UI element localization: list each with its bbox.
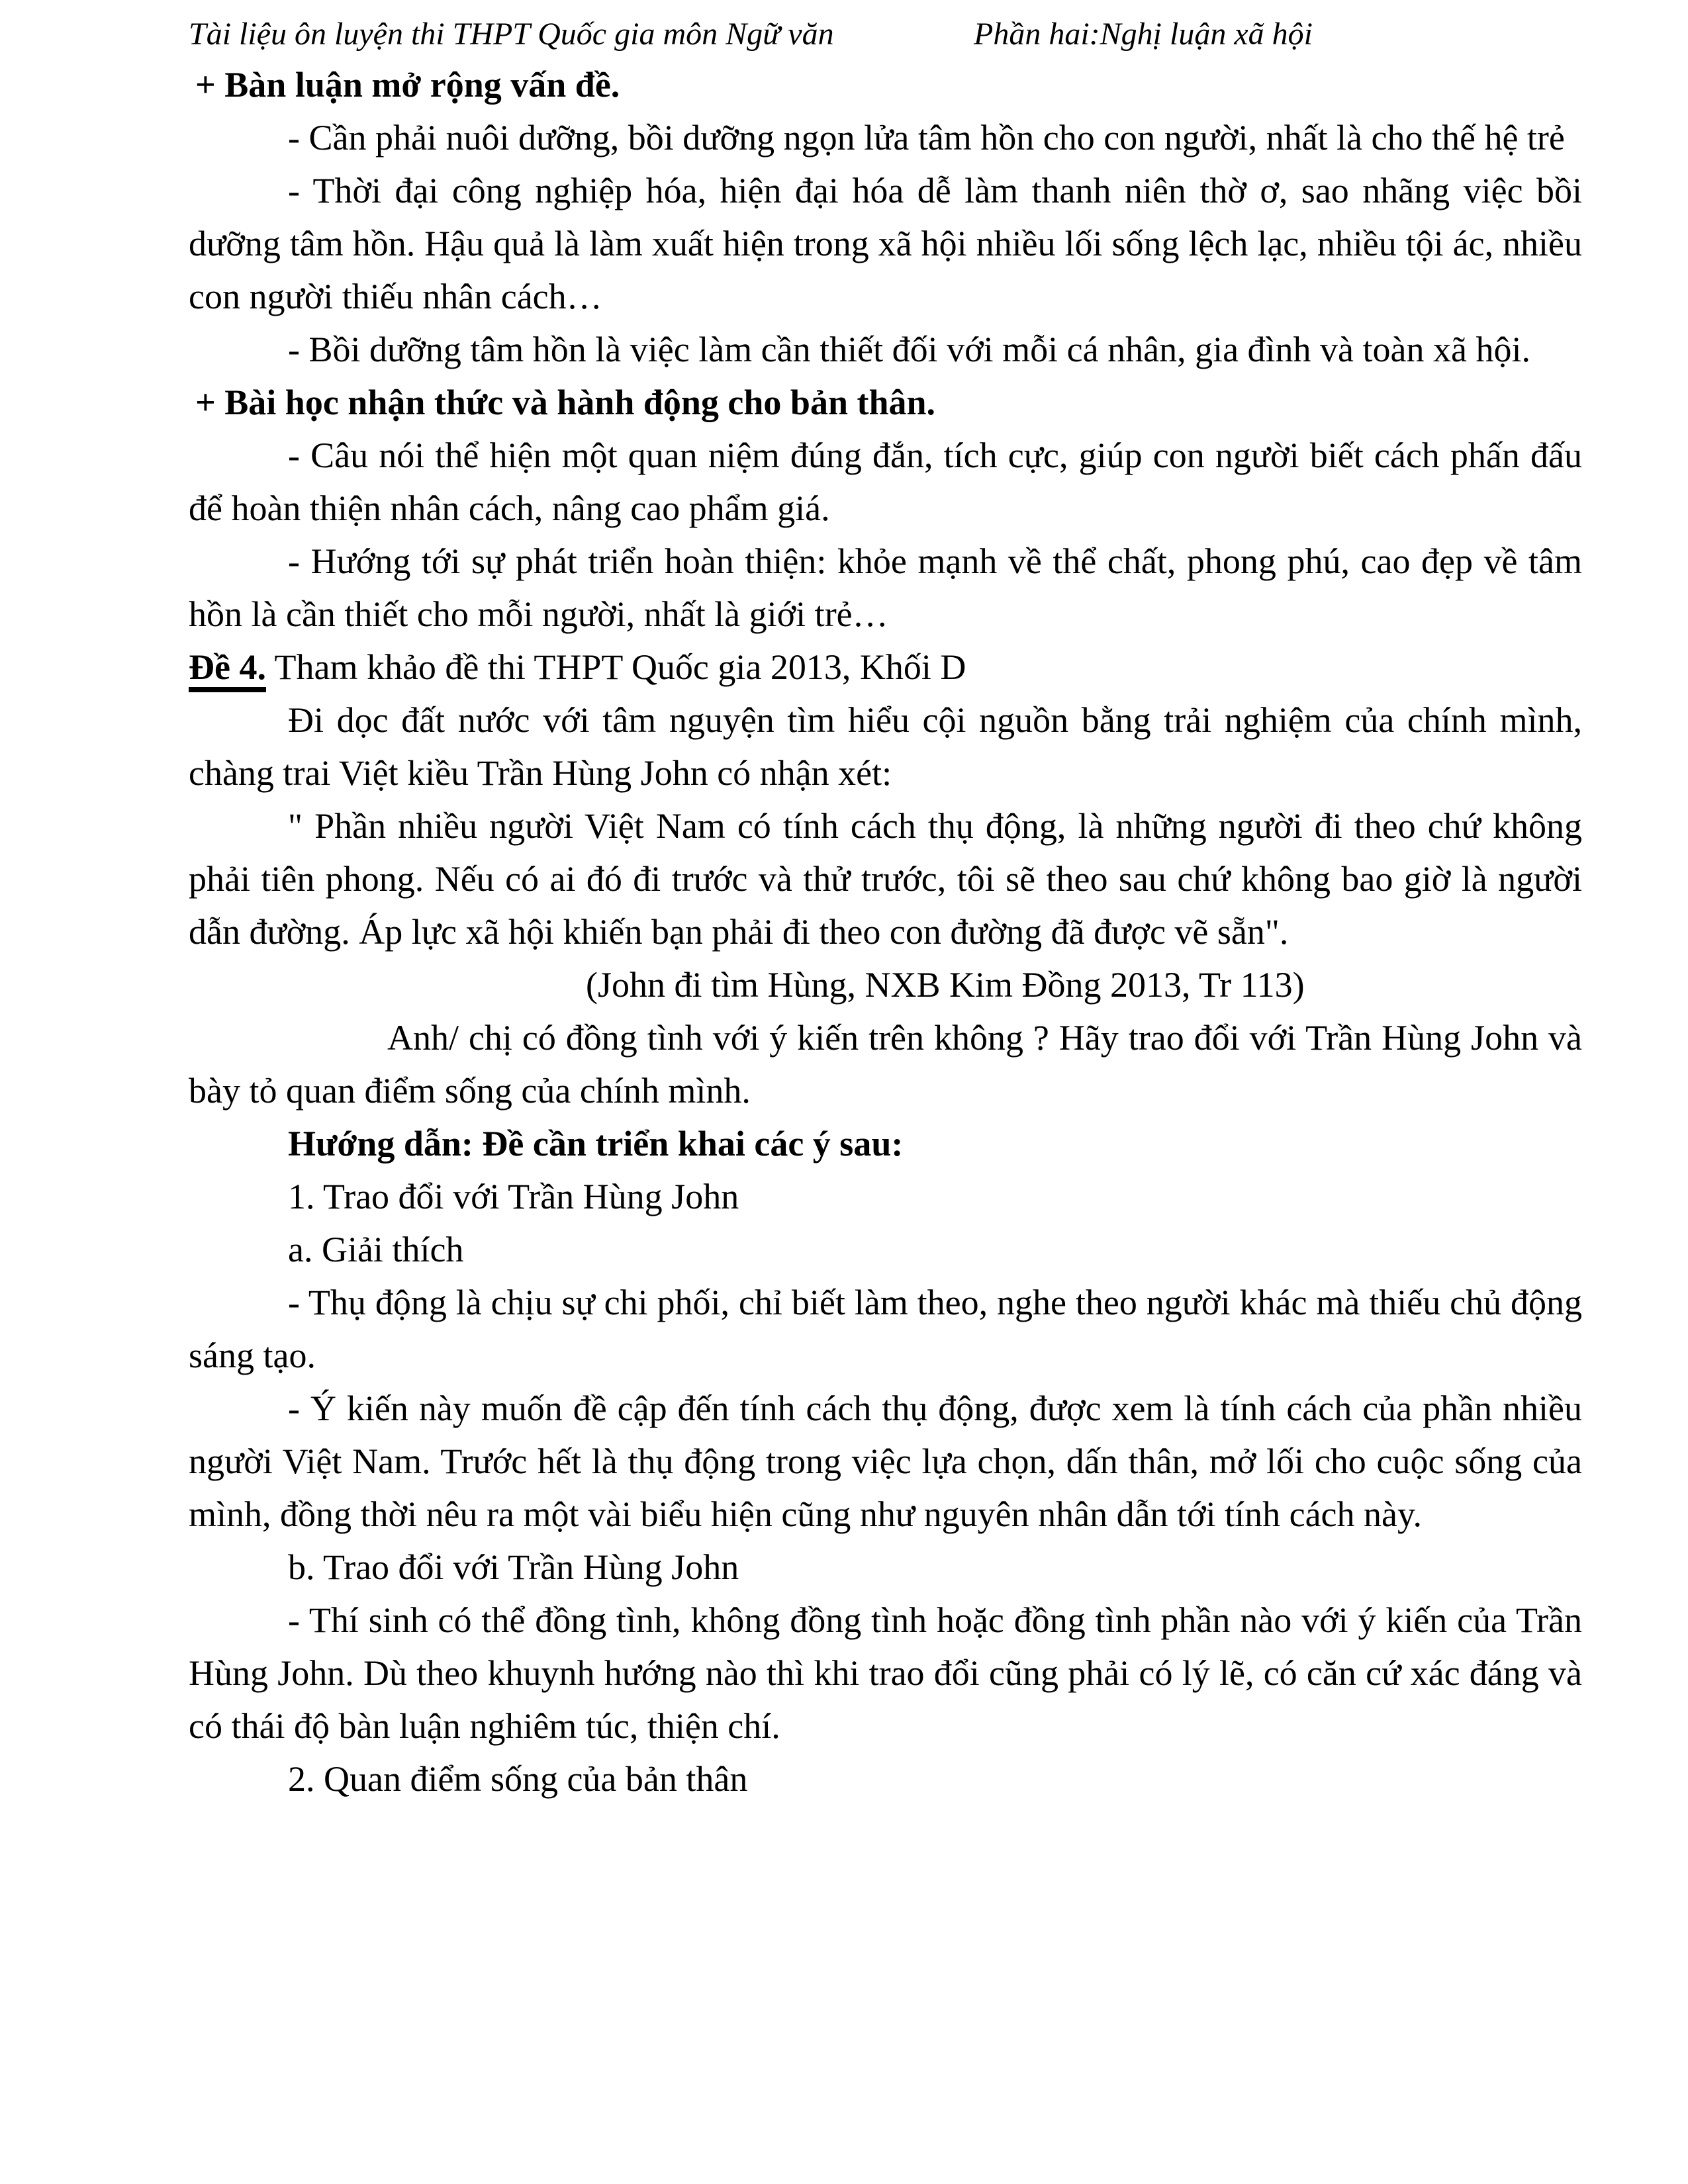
paragraph-thi-sinh: - Thí sinh có thể đồng tình, không đồng tình hoặc đồng tình phần nào với ý kiến của Trần Hùng John. Dù theo khuynh hướng nào thì khi trao đổi cũng phải có lý lẽ, có căn cứ xác đáng và có thái độ bàn luận nghiêm túc, thiện chí. (189, 1600, 1582, 1746)
page-header (189, 11, 1582, 58)
document-body (189, 58, 1582, 1805)
paragraph-thu-dong: - Thụ động là chịu sự chi phối, chỉ biết làm theo, nghe theo người khác mà thiếu chủ động sáng tạo. (189, 1283, 1582, 1375)
paragraph-can-phai: - Cần phải nuôi dưỡng, bồi dưỡng ngọn lửa tâm hồn cho con người, nhất là cho thế hệ trẻ (288, 118, 1565, 158)
paragraph-item-a: a. Giải thích (288, 1230, 464, 1269)
heading-ban-luan-mo-rong: + Bàn luận mở rộng vấn đề. (195, 65, 620, 105)
paragraph-de-4 (189, 641, 1582, 694)
paragraph-anh-chi: Anh/ chị có đồng tình với ý kiến trên không ? Hãy trao đổi với Trần Hùng John và bày tỏ quan điểm sống của chính mình. (189, 1018, 1582, 1111)
paragraph-thoi-dai: - Thời đại công nghiệp hóa, hiện đại hóa dễ làm thanh niên thờ ơ, sao nhãng việc bồi dưỡng tâm hồn. Hậu quả là làm xuất hiện trong xã hội nhiều lối sống lệch lạc, nhiều tội ác, nhiều con người thiếu nhân cách… (189, 171, 1582, 316)
de-4-label: Đề 4. (189, 647, 266, 692)
header-right-title: Phần hai:Nghị luận xã hội (974, 17, 1313, 52)
heading-bai-hoc: + Bài học nhận thức và hành động cho bản thân. (195, 383, 936, 422)
paragraph-huong-toi: - Hướng tới sự phát triển hoàn thiện: khỏe mạnh về thể chất, phong phú, cao đẹp về tâm hồn là cần thiết cho mỗi người, nhất là giới trẻ… (189, 541, 1582, 634)
paragraph-cau-noi: - Câu nói thể hiện một quan niệm đúng đắn, tích cực, giúp con người biết cách phấn đấu để hoàn thiện nhân cách, nâng cao phẩm giá. (189, 435, 1582, 528)
header-left-title: Tài liệu ôn luyện thi THPT Quốc gia môn Ngữ văn (189, 17, 834, 52)
de-4-subtitle: Tham khảo đề thi THPT Quốc gia 2013, Khối D (265, 647, 966, 687)
paragraph-item-b: b. Trao đổi với Trần Hùng John (288, 1547, 739, 1587)
paragraph-source-citation: (John đi tìm Hùng, NXB Kim Đồng 2013, Tr 113) (586, 965, 1305, 1005)
paragraph-boi-duong: - Bồi dưỡng tâm hồn là việc làm cần thiết đối với mỗi cá nhân, gia đình và toàn xã hội. (288, 330, 1530, 369)
paragraph-item-1: 1. Trao đổi với Trần Hùng John (288, 1177, 739, 1216)
paragraph-y-kien: - Ý kiến này muốn đề cập đến tính cách thụ động, được xem là tính cách của phần nhiều người Việt Nam. Trước hết là thụ động trong việc lựa chọn, dấn thân, mở lối cho cuộc sống của mình, đồng thời nêu ra một vài biểu hiện cũng như nguyên nhân dẫn tới tính cách này. (189, 1388, 1582, 1534)
paragraph-item-2: 2. Quan điểm sống của bản thân (288, 1759, 748, 1799)
paragraph-quote: " Phần nhiều người Việt Nam có tính cách thụ động, là những người đi theo chứ không phải tiên phong. Nếu có ai đó đi trước và thử trước, tôi sẽ theo sau chứ không bao giờ là người dẫn đường. Áp lực xã hội khiến bạn phải đi theo con đường đã được vẽ sẵn". (189, 806, 1582, 952)
paragraph-di-doc: Đi dọc đất nước với tâm nguyện tìm hiểu cội nguồn bằng trải nghiệm của chính mình, chàng trai Việt kiều Trần Hùng John có nhận xét: (189, 700, 1582, 793)
heading-huong-dan: Hướng dẫn: Đề cần triển khai các ý sau: (288, 1124, 904, 1163)
